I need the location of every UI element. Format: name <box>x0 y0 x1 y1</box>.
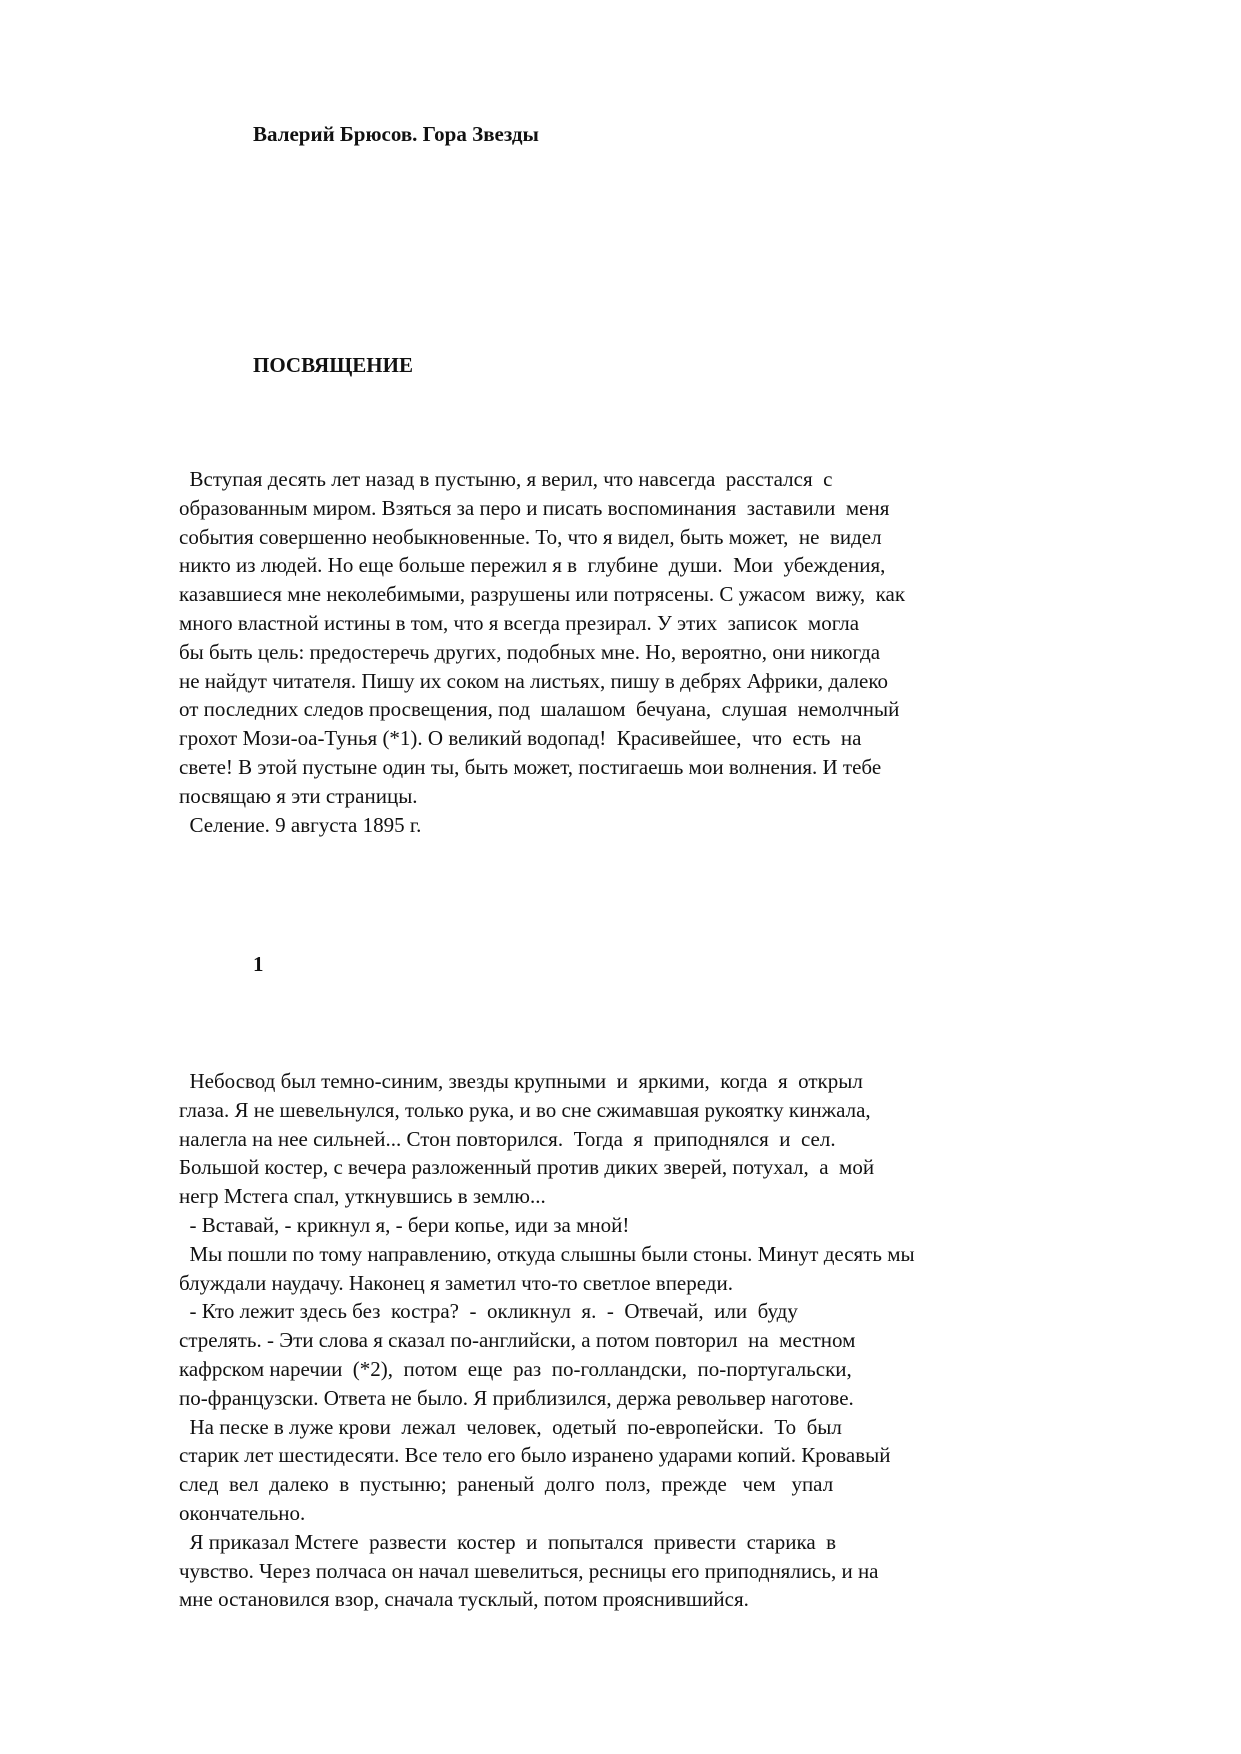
text-line: - Вставай, - крикнул я, - бери копье, иди за мной! <box>179 1212 630 1237</box>
text-line: образованным миром. Взяться за перо и писать воспоминания заставили меня <box>179 495 890 520</box>
text-line: Вступая десять лет назад в пустыню, я верил, что навсегда расстался с <box>179 467 833 491</box>
text-line: по-французски. Ответа не было. Я приблизился, держа револьвер наготове. <box>179 1385 854 1410</box>
text-line: события совершенно необыкновенные. То, что я видел, быть может, не видел <box>179 524 882 549</box>
text-line: никто из людей. Но еще больше пережил я в глубине души. Мои убеждения, <box>179 553 886 578</box>
text-line: Мы пошли по тому направлению, откуда слышны были стоны. Минут десять мы <box>179 1241 915 1266</box>
text-line: Я приказал Мстеге развести костер и попытался привести старика в <box>179 1529 837 1554</box>
text-line: негр Мстега спал, уткнувшись в землю... <box>179 1184 546 1209</box>
dedication-heading: ПОСВЯЩЕНИЕ <box>253 353 413 377</box>
text-line: стрелять. - Эти слова я сказал по-английски, а потом повторил на местном <box>179 1328 856 1353</box>
text-line: окончательно. <box>179 1500 306 1525</box>
text-line: блуждали наудачу. Наконец я заметил что-то светлое впереди. <box>179 1270 733 1295</box>
text-line: бы быть цель: предостеречь других, подобных мне. Но, вероятно, они никогда <box>179 639 881 664</box>
signature-line: Селение. 9 августа 1895 г. <box>179 812 422 837</box>
text-line: мне остановился взор, сначала тусклый, потом прояснившийся. <box>179 1587 749 1612</box>
text-line: Большой костер, с вечера разложенный против диких зверей, потухал, а мой <box>179 1155 875 1180</box>
text-line: казавшиеся мне неколебимыми, разрушены или потрясены. С ужасом вижу, как <box>179 582 906 607</box>
text-line: глаза. Я не шевельнулся, только рука, и во сне сжимавшая рукоятку кинжала, <box>179 1097 871 1122</box>
text-line: налегла на нее сильней... Стон повторился. Тогда я приподнялся и сел. <box>179 1126 836 1151</box>
text-line: грохот Мози-оа-Тунья (*1). О великий водопад! Красивейшее, что есть на <box>179 726 862 751</box>
text-line: не найдут читателя. Пишу их соком на листьях, пишу в дебрях Африки, далеко <box>179 668 888 693</box>
dedication-text <box>179 465 1079 839</box>
text-line: - Кто лежит здесь без костра? - окликнул я. - Отвечай, или буду <box>179 1299 798 1324</box>
text-line: На песке в луже крови лежал человек, одетый по-европейски. То был <box>179 1414 842 1439</box>
text-line: свете! В этой пустыне один ты, быть может, постигаешь мои волнения. И тебе <box>179 754 882 779</box>
text-line: от последних следов просвещения, под шалашом бечуана, слушая немолчный <box>179 697 900 722</box>
chapter-heading: 1 <box>253 952 264 976</box>
chapter-text <box>179 1067 1079 1614</box>
text-line: след вел далеко в пустыню; раненый долго полз, прежде чем упал <box>179 1472 834 1497</box>
text-line: кафрском наречии (*2), потом еще раз по-голландски, по-португальски, <box>179 1356 852 1381</box>
document-title: Валерий Брюсов. Гора Звезды <box>253 122 539 146</box>
text-line: чувство. Через полчаса он начал шевелиться, ресницы его приподнялись, и на <box>179 1558 879 1583</box>
text-line: посвящаю я эти страницы. <box>179 783 418 808</box>
text-line: много властной истины в том, что я всегда презирал. У этих записок могла <box>179 610 860 635</box>
text-line: старик лет шестидесяти. Все тело его было изранено ударами копий. Кровавый <box>179 1443 891 1468</box>
text-line: Небосвод был темно-синим, звезды крупными и яркими, когда я открыл <box>179 1069 863 1093</box>
